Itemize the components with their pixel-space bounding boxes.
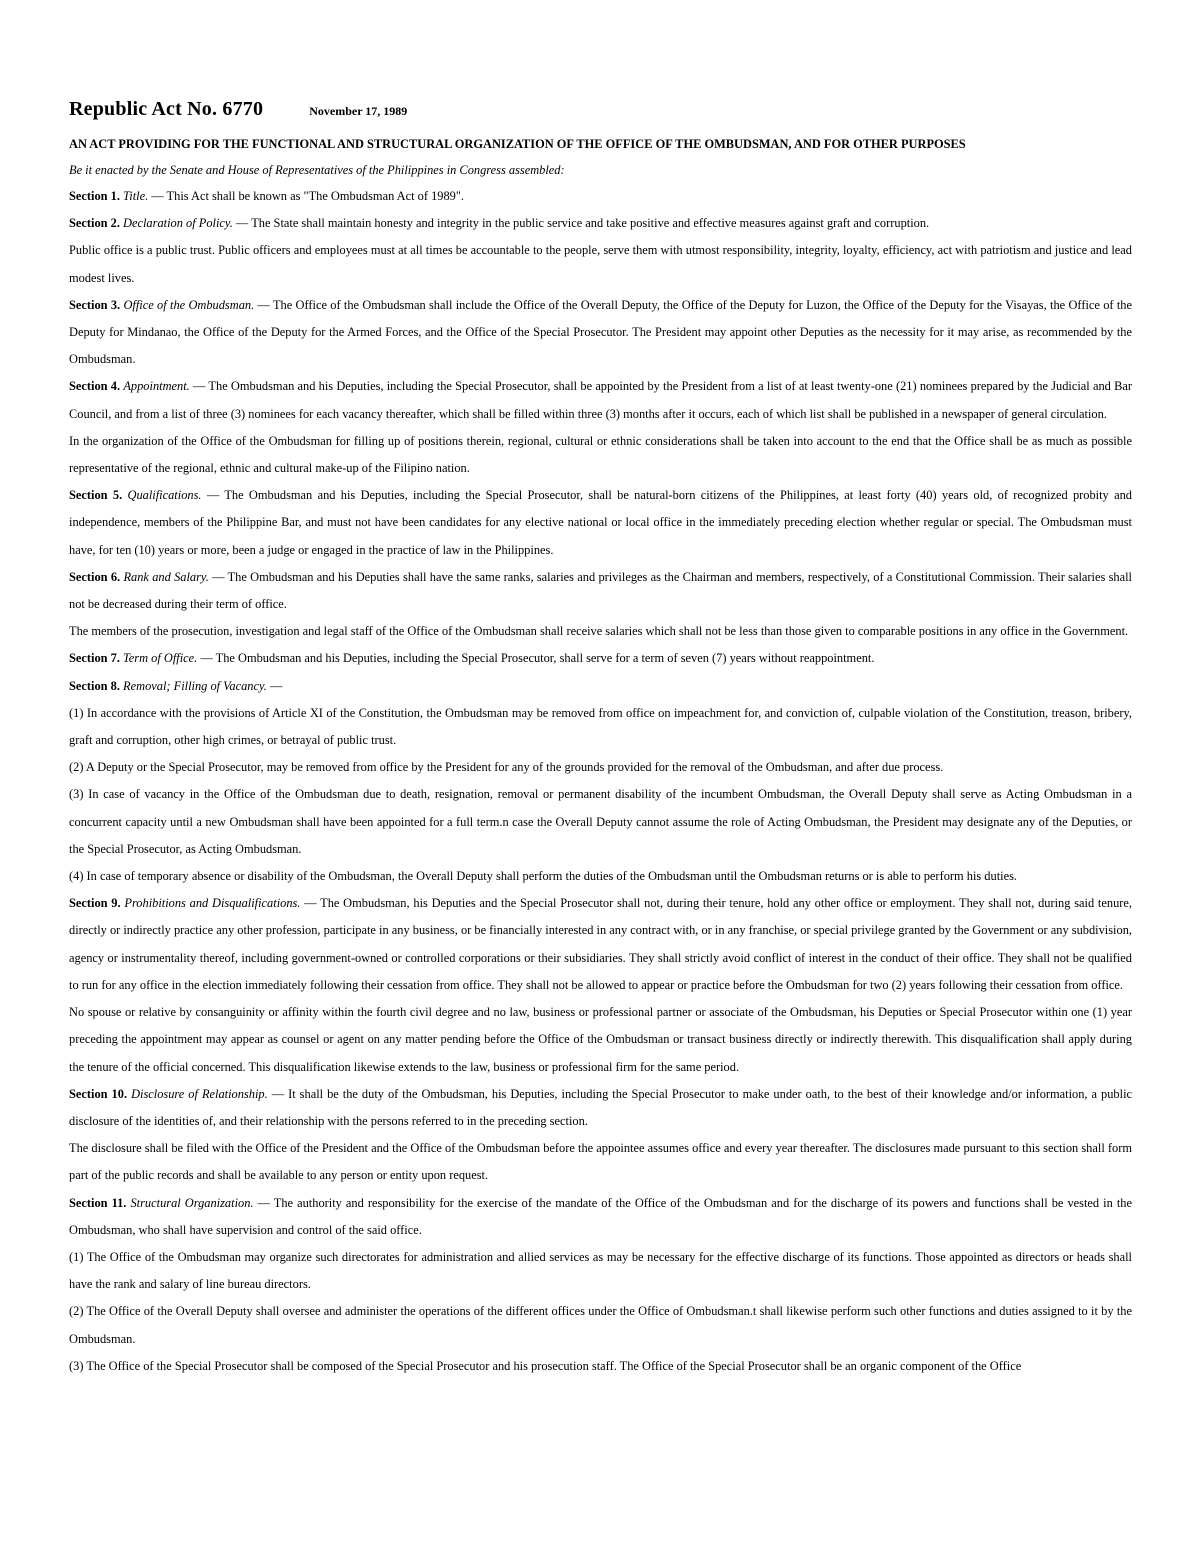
paragraph-text: — The Ombudsman, his Deputies and the Special Prosecutor shall not, during their tenure, hold any other office or employment. They shall not, during said tenure, directly or indirectly practice any other profession, participate in any business, or be financially interested in any contract with, or in any franchise, or special privilege granted by the Government or any subdivision, agency or instrumentality thereof, including government-owned or controlled corporations or their subsidiaries. They shall strictly avoid conflict of interest in the conduct of their office. They shall not be qualified to run for any office in the election immediately following their cessation from office. They shall not be allowed to appear or practice before the Ombudsman for two (2) years following their cessation from office. <box>69 896 1132 992</box>
paragraph-text: (3) In case of vacancy in the Office of the Ombudsman due to death, resignation, removal or permanent disability of the incumbent Ombudsman, the Overall Deputy shall serve as Acting Ombudsman in a concurrent capacity until a new Ombudsman shall have been appointed for a full term.n case the Overall Deputy cannot assume the role of Acting Ombudsman, the President may designate any of the Deputies, or the Special Prosecutor, as Acting Ombudsman. <box>69 787 1132 856</box>
paragraph-text: — The Ombudsman and his Deputies, including the Special Prosecutor, shall serve for a term of seven (7) years without reappointment. <box>197 651 875 666</box>
section-heading: Disclosure of Relationship. <box>131 1086 268 1101</box>
section-heading: Term of Office. <box>123 651 198 666</box>
section-heading: Prohibitions and Disqualifications. <box>124 896 301 911</box>
section-heading: Office of the Ombudsman. <box>123 297 255 312</box>
section-paragraph <box>69 673 1132 700</box>
section-heading: Rank and Salary. <box>123 569 209 584</box>
section-paragraph <box>69 1190 1132 1244</box>
paragraph-text: — The Ombudsman and his Deputies, including the Special Prosecutor, shall be natural-born citizens of the Philippines, at least forty (40) years old, of recognized probity and independence, members of the Philippine Bar, and must not have been candidates for any elective national or local office in the immediately preceding election whether regular or special. The Ombudsman must have, for ten (10) years or more, been a judge or engaged in the practice of law in the Philippines. <box>69 488 1132 557</box>
section-heading: Removal; Filling of Vacancy. <box>123 678 267 693</box>
enacting-clause: Be it enacted by the Senate and House of Representatives of the Philippines in Congress assembled: <box>69 163 565 177</box>
section-heading: Structural Organization. <box>130 1195 254 1210</box>
section-label: Section 6. <box>69 569 124 584</box>
paragraph-text: In the organization of the Office of the Ombudsman for filling up of positions therein, regional, cultural or ethnic considerations shall be taken into account to the end that the Office shall be as much as possible representative of the regional, ethnic and cultural make-up of the Filipino nation. <box>69 433 1132 476</box>
section-label: Section 5. <box>69 488 128 503</box>
section-paragraph <box>69 645 1132 672</box>
paragraph-text: — It shall be the duty of the Ombudsman, his Deputies, including the Special Prosecutor to make under oath, to the best of their knowledge and/or information, a public disclosure of the identities of, and their relationship with the persons referred to in the preceding section. <box>69 1086 1133 1128</box>
section-paragraph <box>69 564 1132 618</box>
paragraph-text: — The Office of the Ombudsman shall include the Office of the Overall Deputy, the Office of the Deputy for Luzon, the Office of the Deputy for the Visayas, the Office of the Deputy for Mindanao, the Office of the Deputy for the Armed Forces, and the Office of the Special Prosecutor. The President may appoint other Deputies as the necessity for it may arise, as recommended by the Ombudsman. <box>69 297 1132 367</box>
section-paragraph <box>69 292 1132 374</box>
paragraph-text: The members of the prosecution, investigation and legal staff of the Office of the Ombudsman shall receive salaries which shall not be less than those given to comparable positions in any office in the Government. <box>69 624 1129 639</box>
paragraph-text: — The State shall maintain honesty and integrity in the public service and take positive and effective measures against graft and corruption. <box>232 216 930 231</box>
act-date: November 17, 1989 <box>309 104 408 118</box>
section-heading: Declaration of Policy. <box>123 216 233 231</box>
section-label: Section 11. <box>69 1195 131 1210</box>
section-paragraph <box>69 482 1132 564</box>
section-paragraph <box>69 890 1132 999</box>
body-paragraph <box>69 1135 1132 1189</box>
section-label: Section 10. <box>69 1086 132 1101</box>
paragraph-text: — <box>266 678 283 693</box>
paragraph-text: The disclosure shall be filed with the Office of the President and the Office of the Ombudsman before the appointee assumes office and every year thereafter. The disclosures made pursuant to this section shall form part of the public records and shall be available to any person or entity upon request. <box>69 1141 1132 1183</box>
paragraph-text: (1) In accordance with the provisions of Article XI of the Constitution, the Ombudsman may be removed from office on impeachment for, and conviction of, culpable violation of the Constitution, treason, bribery, graft and corruption, other high crimes, or betrayal of public trust. <box>69 705 1132 748</box>
section-label: Section 7. <box>69 651 124 666</box>
section-paragraph <box>69 183 1132 210</box>
section-label: Section 9. <box>69 896 125 911</box>
paragraph-text: (2) A Deputy or the Special Prosecutor, may be removed from office by the President for any of the grounds provided for the removal of the Ombudsman, and after due process. <box>69 760 944 775</box>
section-paragraph <box>69 1081 1132 1135</box>
paragraph-text: (4) In case of temporary absence or disability of the Ombudsman, the Overall Deputy shall perform the duties of the Ombudsman until the Ombudsman returns or is able to perform his duties. <box>69 869 1017 884</box>
section-label: Section 3. <box>69 297 124 312</box>
paragraph-text: — This Act shall be known as "The Ombudsman Act of 1989". <box>148 189 465 203</box>
body-paragraph <box>69 700 1132 754</box>
body-paragraph <box>69 1353 1132 1380</box>
body-paragraph <box>69 1298 1132 1352</box>
section-heading: Appointment. <box>123 379 190 394</box>
section-heading: Qualifications. <box>127 488 202 503</box>
body-paragraph <box>69 999 1132 1081</box>
section-paragraph <box>69 210 1132 237</box>
section-label: Section 4. <box>69 379 124 394</box>
body-paragraph <box>69 863 1132 890</box>
section-paragraph <box>69 373 1132 427</box>
document-page <box>69 98 1132 1380</box>
body-paragraph <box>69 237 1132 291</box>
body-paragraph <box>69 618 1132 645</box>
body-paragraph <box>69 1244 1132 1298</box>
section-label: Section 8. <box>69 678 124 693</box>
paragraph-text: — The authority and responsibility for the exercise of the mandate of the Office of the Ombudsman and for the discharge of its powers and functions shall be vested in the Ombudsman, who shall have supervision and control of the said office. <box>69 1195 1133 1237</box>
paragraph-text: No spouse or relative by consanguinity or affinity within the fourth civil degree and no law, business or professional partner or associate of the Ombudsman, his Deputies or Special Prosecutor within one (1) year preceding the appointment may appear as counsel or agent on any matter pending before the Office of the Ombudsman or transact business directly or indirectly therewith. This disqualification shall apply during the tenure of the official concerned. This disqualification likewise extends to the law, business or professional firm for the same period. <box>69 1005 1132 1074</box>
paragraph-text: (2) The Office of the Overall Deputy shall oversee and administer the operations of the different offices under the Office of Ombudsman.t shall likewise perform such other functions and duties assigned to it by the Ombudsman. <box>69 1304 1132 1346</box>
act-title: Republic Act No. 6770 <box>69 98 264 120</box>
body-paragraph <box>69 781 1132 863</box>
paragraph-text: — The Ombudsman and his Deputies, including the Special Prosecutor, shall be appointed by the President from a list of at least twenty-one (21) nominees prepared by the Judicial and Bar Council, and from a list of three (3) nominees for each vacancy thereafter, which shall be filled within three (3) months after it occurs, each of which list shall be published in a newspaper of general circulation. <box>69 379 1132 421</box>
paragraph-text: (3) The Office of the Special Prosecutor shall be composed of the Special Prosecutor and his prosecution staff. The Office of the Special Prosecutor shall be an organic component of the Office <box>69 1358 1022 1373</box>
title-line <box>69 98 1132 134</box>
section-label: Section 2. <box>69 216 124 231</box>
act-subtitle: AN ACT PROVIDING FOR THE FUNCTIONAL AND STRUCTURAL ORGANIZATION OF THE OFFICE OF THE OMBUDSMAN, AND FOR OTHER PURPOSES <box>69 137 966 151</box>
paragraph-text: (1) The Office of the Ombudsman may organize such directorates for administration and allied services as may be necessary for the effective discharge of its functions. Those appointed as directors or heads shall have the rank and salary of line bureau directors. <box>69 1249 1132 1292</box>
section-label: Section 1. <box>69 189 124 203</box>
body-paragraph <box>69 428 1132 482</box>
body-paragraphs <box>69 183 1132 1380</box>
paragraph-text: Public office is a public trust. Public officers and employees must at all times be accountable to the people, serve them with utmost responsibility, integrity, loyalty, efficiency, act with patriotism and justice and lead modest lives. <box>69 243 1132 285</box>
body-paragraph <box>69 754 1132 781</box>
paragraph-text: — The Ombudsman and his Deputies shall have the same ranks, salaries and privileges as the Chairman and members, respectively, of a Constitutional Commission. Their salaries shall not be decreased during their term of office. <box>69 569 1132 612</box>
section-heading: Title. <box>123 189 149 203</box>
